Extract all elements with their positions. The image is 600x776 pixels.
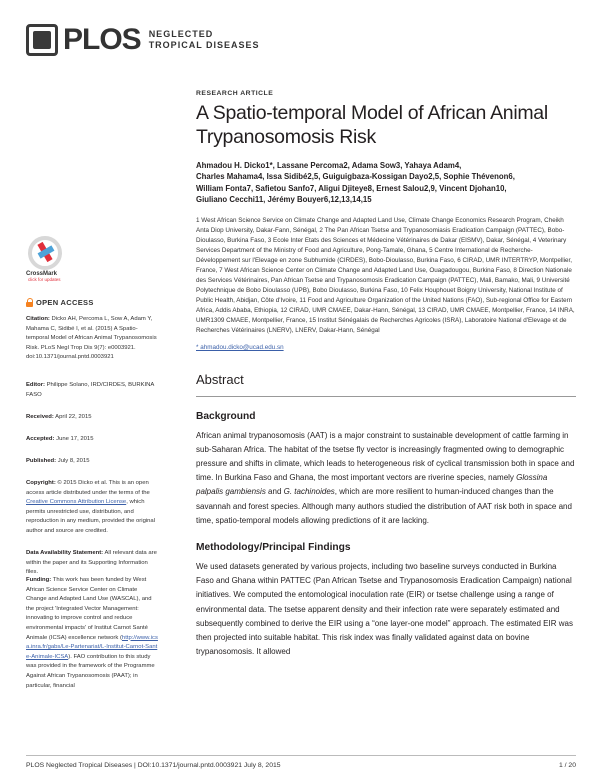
- authors-line-3: William Fonta7, Safietou Sanfo7, Aligui Djiteye8, Ernest Salou2,9, Vincent Djohan10,: [196, 183, 507, 193]
- citation-text: Dicko AH, Percoma L, Sow A, Adam Y, Mahama C, Sidibé I, et al. (2015) A Spatio-temporal Model of African Animal Trypanosomosis Risk. PLoS Negl Trop Dis 9(7): e0003921. doi:10.1371/journal.pntd.0003921: [26, 316, 157, 361]
- copyright-label: Copyright:: [26, 480, 56, 486]
- page-footer: [26, 762, 576, 769]
- open-access-block: [26, 298, 158, 308]
- article-title: [196, 101, 576, 149]
- editor-block: [26, 381, 158, 400]
- footer-citation: PLOS Neglected Tropical Diseases | DOI:10.1371/journal.pntd.0003921 July 8, 2015: [26, 762, 281, 769]
- species-2: G. tachinoides: [283, 487, 335, 497]
- corresponding-email[interactable]: [196, 344, 576, 351]
- authors-line-4: Giuliano Cecchi11, Jérémy Bouyer6,12,13,14,15: [196, 195, 372, 205]
- received-label: Received:: [26, 414, 54, 420]
- received-date: April 22, 2015: [55, 414, 92, 420]
- icsa-link[interactable]: http://www.icsa.inra.fr/gabs/Le-Partenariat/L-Institut-Carnot-Sante-Animale-ICSA: [26, 634, 158, 660]
- author-list: [196, 160, 576, 206]
- accepted-date: June 17, 2015: [56, 436, 94, 442]
- accepted-label: Accepted:: [26, 436, 55, 442]
- abstract-divider: [196, 396, 576, 397]
- affiliations: 1 West African Science Service on Climate Change and Adapted Land Use, Climate Change Economics Research Program, Cheikh Anta Diop University, Dakar-Fann, Sénégal, 2 The Pan African Tsetse and Trypanosomiasis Eradication Campaign (PATTEC), Bobo-Dioulasso, Burkina Faso, 3 Ecole Inter Etats des Sciences et Médecine Vétérinaires de Dakar (EISMV), Dakar, Sénégal, 4 Veterinary Services Department of the Ministry of Food and Agriculture, Pong-Tamale, Ghana, 5 Centre International de Recherche-Développement sur l'Elevage en zone Subhumide (CIRDES), Bobo-Dioulasso, Burkina Faso, 6 CIRAD, UMR INTERTRYP, Montpellier, France, 7 West African Science Center on Climate Change and Adapted Land Use, Ouagadougou, Burkina Faso, 8 Direction Nationale des Services Vétérinaires, Pan African Tsetse and Trypanosomosis Eradication Campaign (PATTEC), Mali, Bamako, Mali, 9 Université Polytechnique de Bobo Dioulasso (UPB), Bobo Dioulasso, Burkina Faso, 10 Felix Houphouet Boigny University, National Institute of Public Health, Abidjan, Côte d'Ivoire, 11 Food and Agriculture Organization of the United Nations (FAO), Sub-regional Office for Eastern Africa, Addis Ababa, Ethiopia, 12 CIRAD, UMR CMAEE, Dakar-Hann, Sénégal, 13 CIRAD, UMR CMAEE, Montpellier, France, 14 INRA, UMR1309 CMAEE, Montpellier, France, 15 Institut Sénégalais de Recherches Agricoles (ISRA), Laboratoire National d'Elevage et de Recherches Vétérinaires (LNERV), LNERV, Dakar-Hann, Sénégal: [196, 216, 575, 334]
- background-text-1: African animal trypanosomosis (AAT) is a major constraint to sustainable development of cattle farming in sub-Saharan Africa. The habitat of the tsetse fly vector is increasingly fragmented owing to demographic pressure and shifts in climate, which leads to heterogeneous risk of cyclical transmission both in space and time. In Burkina Faso and Ghana, the most important vectors are riverine species, namely: [196, 430, 575, 483]
- data-availability-label: Data Availability Statement:: [26, 550, 104, 556]
- plos-logo-icon: [26, 24, 58, 56]
- cc-license-link[interactable]: Creative Commons Attribution License: [26, 499, 127, 506]
- crossmark-sub: click for updates: [28, 277, 61, 282]
- plos-wordmark: PLOS: [63, 23, 141, 56]
- published-label: Published:: [26, 458, 57, 464]
- editor-label: Editor:: [26, 382, 45, 388]
- funding-text-2: ). FAO contribution to this study was provided in the framework of the Programme Against African Trypanosomosis (PAAT); in particular, financial: [26, 653, 155, 689]
- accepted-block: [26, 435, 158, 445]
- open-access-label: OPEN ACCESS: [36, 298, 94, 307]
- methods-heading: Methodology/Principal Findings: [196, 542, 351, 554]
- funding-text-1: This work has been funded by West African Science Service Center on Climate Change and Adapted Land Use (WASCAL), and the project 'Integrated Vector Management: innovating to improve control and reduce environmental impacts' of Institut Carnot Santé Animale (ICSA) excellence network (: [26, 577, 152, 641]
- editor-text: Philippe Solano, IRD/CIRDES, BURKINA FASO: [26, 382, 155, 398]
- published-block: [26, 457, 158, 467]
- published-date: July 8, 2015: [57, 458, 90, 464]
- funding-block: [26, 576, 158, 691]
- journal-header: [26, 20, 260, 60]
- background-paragraph: [196, 429, 576, 528]
- abstract-heading: Abstract: [196, 371, 244, 387]
- title-line-2: Trypanosomosis Risk: [196, 126, 376, 148]
- copyright-text-2: , which permits unrestricted use, distribution, and reproduction in any medium, provided the original author and source are credited.: [26, 499, 156, 534]
- article-type: RESEARCH ARTICLE: [196, 90, 274, 97]
- crossmark-label: CrossMark: [26, 271, 58, 277]
- journal-name: [149, 29, 260, 51]
- title-line-1: A Spatio-temporal Model of African Animal: [196, 102, 548, 124]
- received-block: [26, 413, 158, 423]
- email-link[interactable]: * ahmadou.dicko@ucad.edu.sn: [196, 343, 284, 351]
- methods-paragraph: We used datasets generated by various projects, including two baseline surveys conducted in Burkina Faso and Ghana within PATTEC (Pan African Tsetse and Trypanosomosis Eradication Campaign) national initiatives. We computed the entomological inoculation rate (EIR) or tsetse challenge using a range of environmental data. The tsetse apparent density and their infection rate were separately estimated and subsequently combined to derive the EIR using a “one layer-one model” approach. The estimated EIR was then projected into suitable habitat. This risk index was finally validated against data on bovine trypanosomosis. It allowed: [196, 562, 573, 657]
- data-availability-block: [26, 549, 158, 578]
- page-number: 1 / 20: [558, 762, 576, 769]
- background-heading: Background: [196, 410, 256, 422]
- open-lock-icon: [26, 298, 33, 307]
- article-main: [196, 90, 576, 659]
- background-text-2: and: [265, 487, 284, 497]
- authors-line-2: Charles Mahama4, Issa Sidibé2,5, Guiguigbaza-Kossigan Dayo2,5, Sophie Thévenon6,: [196, 172, 515, 182]
- crossmark-badge[interactable]: [26, 236, 66, 282]
- footer-divider: [26, 755, 576, 756]
- journal-name-line1: NEGLECTED: [148, 29, 214, 39]
- background-text-3: , which are more resilient to human-induced changes than the savannah and forest species. Although many authors studied the distribution of AAT risk both in space and time, spatio-temporal models allowing predictions of it are lacking.: [196, 487, 572, 525]
- species-1: Glossina palpalis gambiensis: [196, 473, 548, 497]
- data-availability-text: All relevant data are within the paper and its Supporting Information files.: [26, 550, 157, 576]
- citation-label: Citation:: [26, 316, 50, 322]
- funding-label: Funding:: [26, 577, 52, 583]
- crossmark-icon: [28, 236, 62, 270]
- copyright-text-1: © 2015 Dicko et al. This is an open access article distributed under the terms of the: [26, 480, 150, 496]
- authors-line-1: Ahmadou H. Dicko1*, Lassane Percoma2, Adama Sow3, Yahaya Adam4,: [196, 161, 462, 170]
- copyright-block: [26, 479, 158, 537]
- journal-name-line2: TROPICAL DISEASES: [148, 40, 260, 50]
- citation-block: [26, 315, 158, 363]
